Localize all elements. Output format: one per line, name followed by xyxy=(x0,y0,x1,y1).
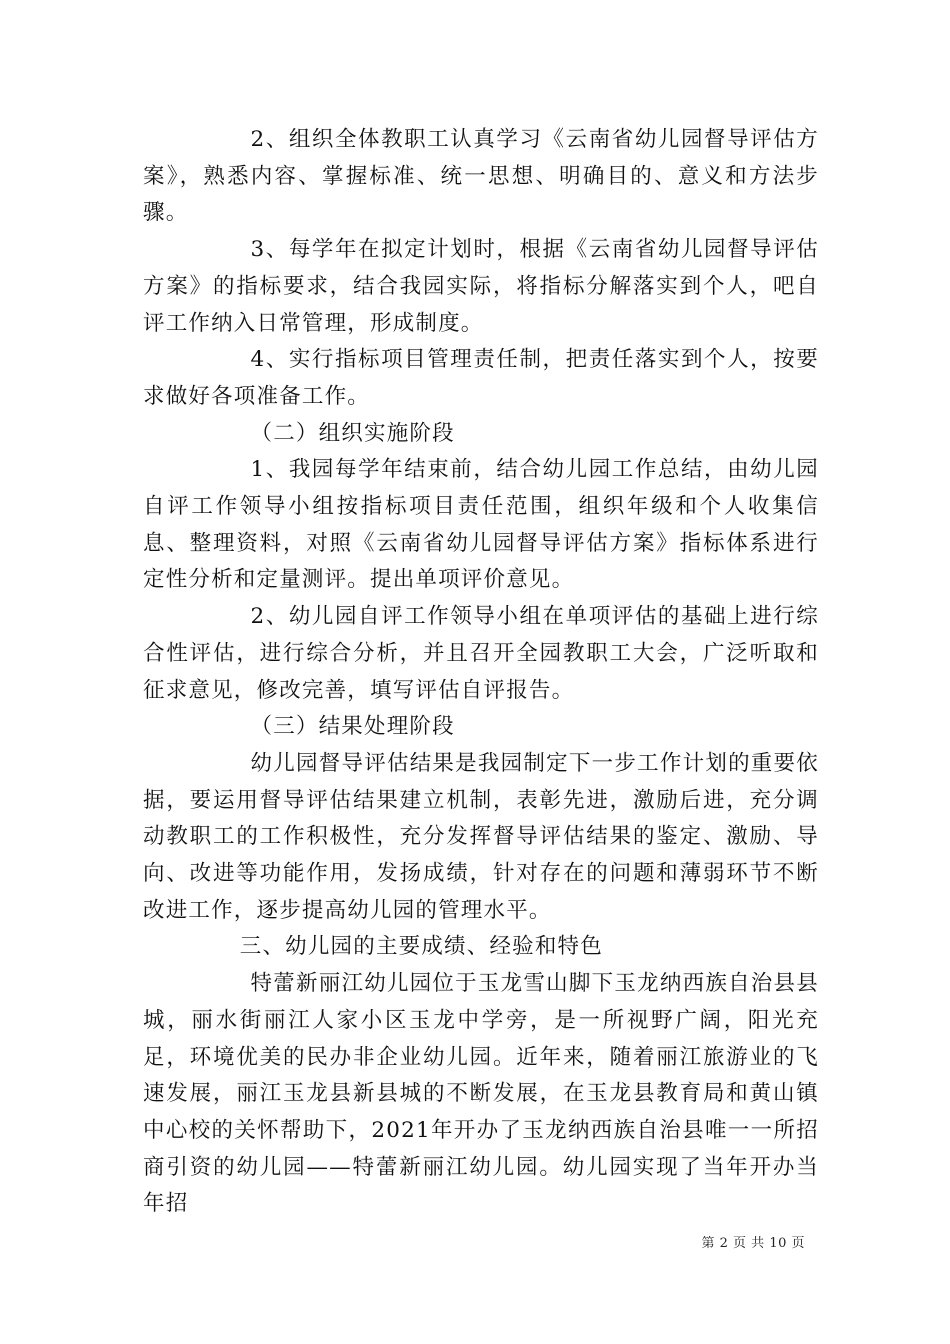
page-number: 第 2 页 共 10 页 xyxy=(701,1236,805,1251)
paragraph-kindergarten-intro: 特蕾新丽江幼儿园位于玉龙雪山脚下玉龙纳西族自治县县城，丽水街丽江人家小区玉龙中学旁，是一所视野广阔，阳光充足，环境优美的民办非企业幼儿园。近年来，随着丽江旅游业的飞速发展，丽江玉龙县新县城的不断发展，在玉龙县教育局和黄山镇中心校的关怀帮助下，2021年开办了玉龙纳西族自治县唯一一所招商引资的幼儿园——特蕾新丽江幼儿园。幼儿园实现了当年开办当年招 xyxy=(143,971,819,1217)
heading-result-processing-stage: （三）结果处理阶段 xyxy=(250,714,455,740)
paragraph-annual-plan: 3、每学年在拟定计划时，根据《云南省幼儿园督导评估方案》的指标要求，结合我园实际，将指标分解落实到个人，吧自评工作纳入日常管理，形成制度。 xyxy=(143,237,819,336)
paragraph-year-end-review: 1、我园每学年结束前，结合幼儿园工作总结，由幼儿园自评工作领导小组按指标项目责任范围，组织年级和个人收集信息、整理资料，对照《云南省幼儿园督导评估方案》指标体系进行定性分析和定量测评。提出单项评价意见。 xyxy=(143,457,819,593)
paragraph-evaluation-study: 2、组织全体教职工认真学习《云南省幼儿园督导评估方案》，熟悉内容、掌握标准、统一思想、明确目的、意义和方法步骤。 xyxy=(143,127,819,226)
paragraph-result-usage: 幼儿园督导评估结果是我园制定下一步工作计划的重要依据，要运用督导评估结果建立机制，表彰先进，激励后进，充分调动教职工的工作积极性，充分发挥督导评估结果的鉴定、激励、导向、改进等功能作用，发扬成绩，针对存在的问题和薄弱环节不断改进工作，逐步提高幼儿园的管理水平。 xyxy=(143,750,819,923)
heading-achievements: 三、幼儿园的主要成绩、经验和特色 xyxy=(239,934,603,960)
document-body xyxy=(143,122,819,1223)
paragraph-comprehensive-evaluation: 2、幼儿园自评工作领导小组在单项评估的基础上进行综合性评估，进行综合分析，并且召开全园教职工大会，广泛听取和征求意见，修改完善，填写评估自评报告。 xyxy=(143,604,819,703)
paragraph-responsibility-system: 4、实行指标项目管理责任制，把责任落实到个人，按要求做好各项准备工作。 xyxy=(143,347,819,409)
heading-implementation-stage: （二）组织实施阶段 xyxy=(250,420,455,446)
